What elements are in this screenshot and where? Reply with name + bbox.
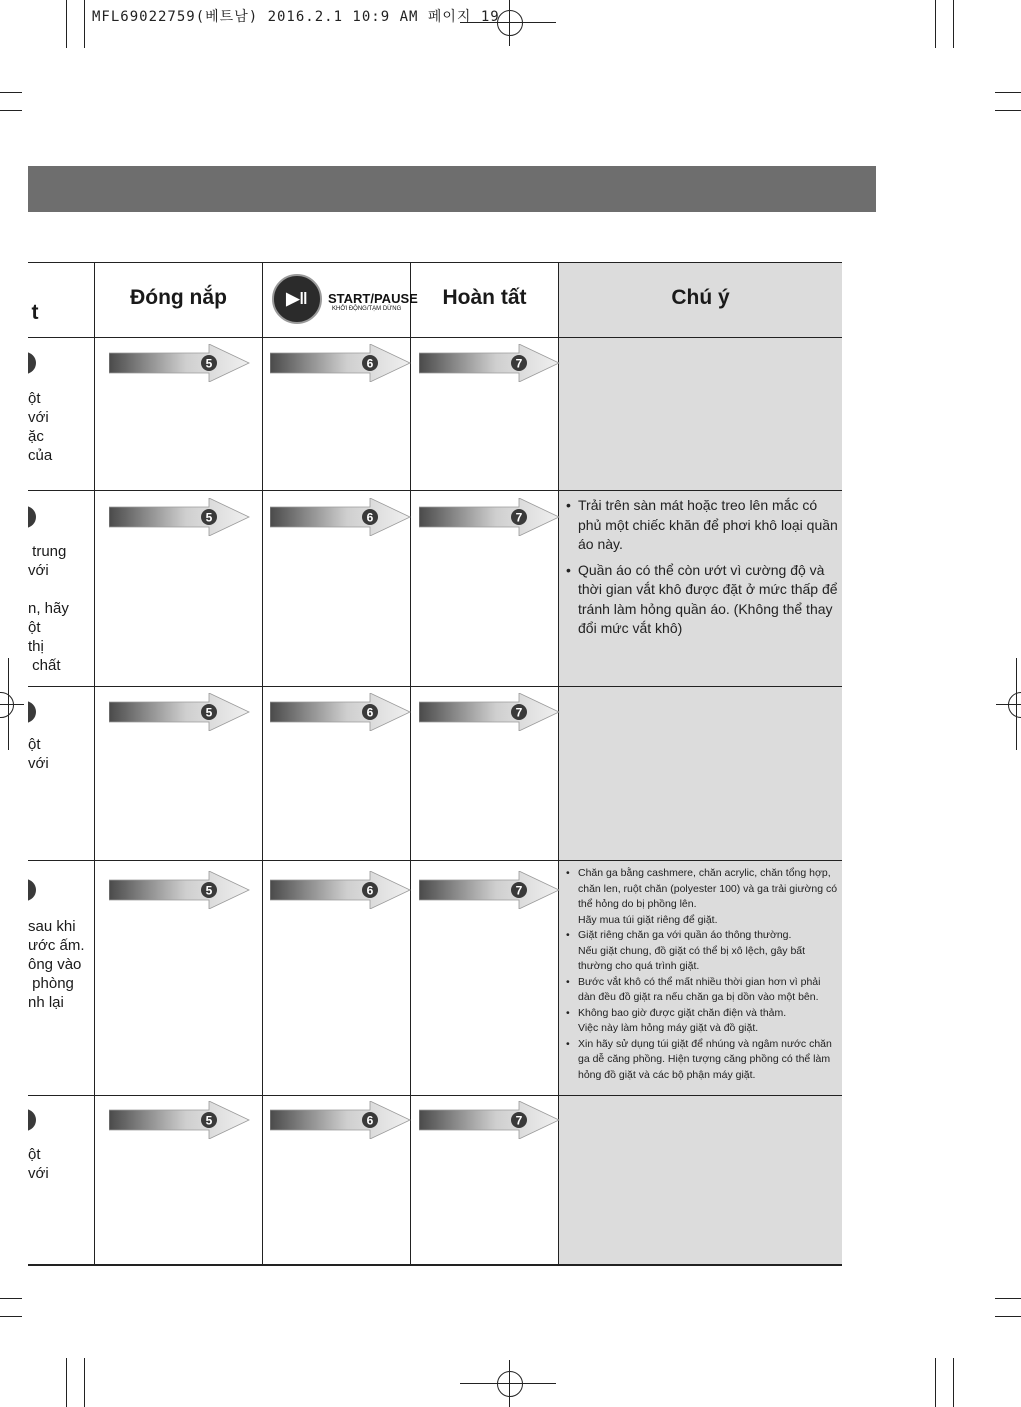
table-bottom-border: [28, 1264, 842, 1266]
crop-mark: [953, 0, 954, 48]
step-arrow-icon: [419, 871, 561, 909]
header-start-pause-sub: KHỞI ĐỘNG/TẠM DỪNG: [332, 306, 402, 312]
crop-mark: [84, 1358, 85, 1407]
registration-mark-bottom: [497, 1371, 523, 1397]
note-item: • Chăn ga bằng cashmere, chăn acrylic, chăn tổng hợp, chăn len, ruột chăn (polyester 100) và ga trải giường có thể hỏng do bị phồng lên. Hãy mua túi giặt riêng để giặt.: [564, 866, 838, 928]
step-number: 6: [366, 1113, 374, 1128]
crop-mark: [0, 110, 22, 111]
step-number: 5: [205, 1113, 213, 1128]
step-arrow-icon: [109, 693, 251, 731]
note-item: • Bước vắt khô có thể mất nhiều thời gian hơn vì phải dàn đều đồ giặt ra nếu chăn ga bị dồn vào một bên.: [564, 975, 838, 1006]
print-header: MFL69022759(베트남) 2016.2.1 10:9 AM 페이지 19: [92, 9, 500, 25]
crop-mark: [935, 1358, 936, 1407]
step-4-icon: [28, 506, 38, 528]
step-arrow-icon: [270, 1101, 412, 1139]
row-divider: [28, 337, 842, 338]
note-item: • Quần áo có thể còn ướt vì cường độ và thời gian vắt khô được đặt ở mức thấp để tránh làm hỏng quần áo. (Không thể thay đổi mức vắt khô): [564, 561, 838, 639]
step-number: 6: [366, 883, 374, 898]
step-number: 5: [205, 705, 213, 720]
row-5-left-fragment: ột với: [28, 1146, 49, 1182]
note-item: • Giặt riêng chăn ga với quần áo thông thường. Nếu giặt chung, đồ giặt có thể bị xô lệch, gây bất thường cho quá trình giặt.: [564, 928, 838, 975]
notes-cell-bg: [559, 338, 842, 1264]
step-number: 5: [205, 510, 213, 525]
crop-mark: [996, 704, 1021, 705]
row-4-notes: [564, 866, 838, 1083]
step-4-icon: [28, 701, 38, 723]
step-arrow-icon: [109, 344, 251, 382]
step-number: 7: [515, 1113, 523, 1128]
crop-mark: [995, 1298, 1021, 1299]
crop-mark: [0, 704, 24, 705]
step-arrow-icon: [270, 871, 412, 909]
step-4-icon: [28, 352, 38, 374]
step-number: 7: [515, 705, 523, 720]
row-divider: [28, 490, 842, 491]
step-arrow-icon: [270, 344, 412, 382]
crop-mark: [66, 0, 67, 48]
header-notes: Chú ý: [671, 285, 730, 309]
registration-mark-top: [497, 10, 523, 36]
crop-mark: [0, 92, 22, 93]
step-4-icon: [28, 879, 38, 901]
step-arrow-icon: [109, 871, 251, 909]
step-number: 7: [515, 510, 523, 525]
col-divider: [262, 262, 263, 1265]
header-partial: t: [31, 300, 39, 324]
crop-mark: [1016, 658, 1017, 750]
row-1-left-fragment: ột với ặc của: [28, 390, 53, 464]
header-close-lid: Đóng nắp: [130, 285, 227, 309]
header-complete: Hoàn tất: [442, 285, 527, 309]
step-arrow-icon: [109, 1101, 251, 1139]
row-4-left-fragment: sau khi ước ấm. ông vào phòng nh lại: [28, 918, 85, 1011]
step-number: 6: [366, 356, 374, 371]
crop-mark: [84, 0, 85, 48]
row-2-left-fragment: trung với n, hãy ột thị chất: [28, 543, 69, 674]
crop-mark: [66, 1358, 67, 1407]
step-arrow-icon: [419, 344, 561, 382]
step-arrow-icon: [109, 498, 251, 536]
crop-mark: [995, 92, 1021, 93]
col-divider: [94, 262, 95, 1265]
note-item: • Xin hãy sử dụng túi giặt để nhúng và ngâm nước chăn ga dễ căng phồng. Hiện tượng căng phồng có thể làm hỏng đồ giặt và các bộ phận máy giặt.: [564, 1037, 838, 1084]
section-header-band: [28, 166, 876, 212]
step-number: 5: [205, 356, 213, 371]
registration-mark-left: [0, 692, 14, 718]
crop-mark: [8, 658, 9, 750]
step-number: 5: [205, 883, 213, 898]
note-item: • Trải trên sàn mát hoặc treo lên mắc có phủ một chiếc khăn để phơi khô loại quần áo này.: [564, 496, 838, 555]
crop-mark: [509, 0, 510, 46]
row-divider: [28, 860, 842, 861]
crop-mark: [995, 1316, 1021, 1317]
step-arrow-icon: [419, 1101, 561, 1139]
row-divider: [28, 686, 842, 687]
crop-mark: [935, 0, 936, 48]
step-arrow-icon: [419, 498, 561, 536]
step-4-icon: [28, 1109, 38, 1131]
crop-mark: [509, 1360, 510, 1407]
row-2-notes: [564, 496, 838, 645]
registration-mark-right: [1008, 692, 1021, 718]
note-item: • Không bao giờ được giặt chăn điện và thảm. Việc này làm hỏng máy giặt và đồ giặt.: [564, 1006, 838, 1037]
header-start-pause: START/PAUSE: [328, 291, 418, 306]
step-number: 7: [515, 356, 523, 371]
crop-mark: [460, 1383, 556, 1384]
crop-mark: [953, 1358, 954, 1407]
step-arrow-icon: [419, 693, 561, 731]
row-divider: [28, 1095, 842, 1096]
step-number: 6: [366, 510, 374, 525]
step-number: 7: [515, 883, 523, 898]
crop-mark: [995, 110, 1021, 111]
crop-mark: [0, 1316, 22, 1317]
crop-mark: [0, 1298, 22, 1299]
step-arrow-icon: [270, 693, 412, 731]
row-3-left-fragment: ột với: [28, 736, 49, 772]
step-arrow-icon: [270, 498, 412, 536]
start-pause-icon: ▶‖: [272, 274, 322, 324]
step-number: 6: [366, 705, 374, 720]
